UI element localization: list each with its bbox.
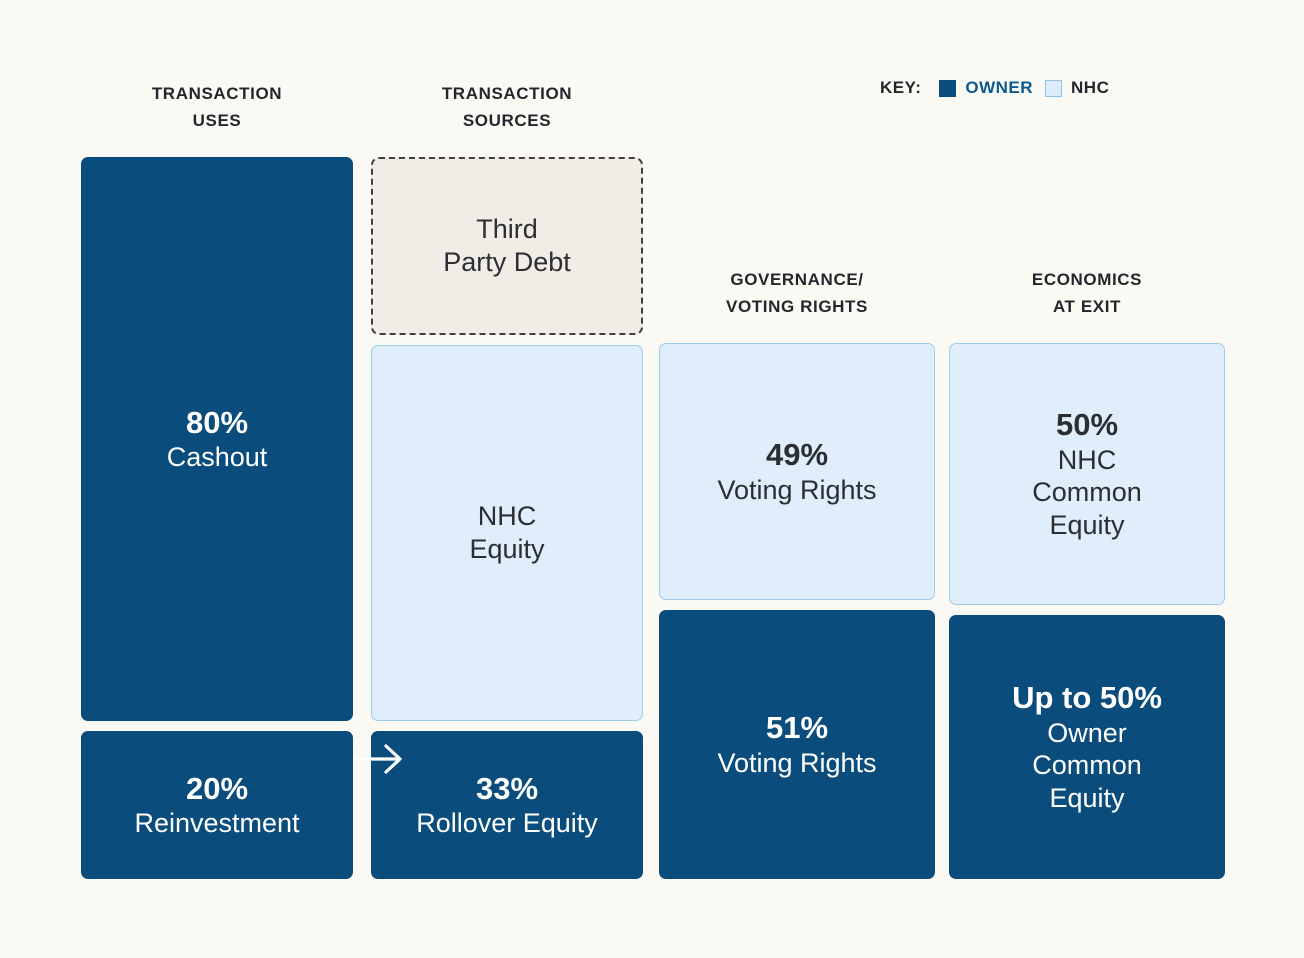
legend-swatch-nhc-icon <box>1045 80 1062 97</box>
column-header-line1: ECONOMICS <box>1031 270 1143 289</box>
column-header-line1: TRANSACTION <box>441 84 573 103</box>
legend-swatch-owner-icon <box>939 80 956 97</box>
block-reinvestment-value: 20% <box>185 770 249 806</box>
block-owner-common-equity <box>949 615 1225 879</box>
column-header-line1: GOVERNANCE/ <box>730 270 864 289</box>
block-reinvestment <box>81 731 353 879</box>
block-reinvestment-label: Reinvestment <box>134 808 300 839</box>
block-nhc-common-equity-line3: Equity <box>1049 510 1125 541</box>
block-nhc-common-equity-value: 50% <box>1055 406 1119 442</box>
legend-key-label: KEY: <box>880 78 922 97</box>
block-voting-rights-owner-label: Voting Rights <box>717 747 877 778</box>
column-header-transaction-uses <box>81 80 353 134</box>
block-nhc-common-equity-line1: NHC <box>1057 444 1117 475</box>
block-nhc-common-equity <box>949 343 1225 605</box>
block-owner-common-equity-line2: Common <box>1032 750 1142 781</box>
legend-label-owner: OWNER <box>965 78 1034 97</box>
legend-label-nhc: NHC <box>1071 78 1110 97</box>
column-header-line2: AT EXIT <box>1052 297 1122 317</box>
block-third-party-debt <box>371 157 643 335</box>
flow-arrow-icon <box>354 735 414 783</box>
block-nhc-equity-line2: Equity <box>469 534 545 564</box>
block-voting-rights-nhc-label: Voting Rights <box>717 474 877 505</box>
block-owner-common-equity-value: Up to 50% <box>1012 679 1162 715</box>
block-nhc-common-equity-line2: Common <box>1032 477 1142 508</box>
block-cashout-value: 80% <box>185 404 249 440</box>
column-header-transaction-sources <box>371 80 643 134</box>
block-cashout-label: Cashout <box>166 442 268 473</box>
block-voting-rights-owner-value: 51% <box>765 710 829 746</box>
legend <box>880 78 1109 98</box>
column-header-governance-voting-rights <box>659 266 935 320</box>
legend-item-nhc <box>1045 78 1109 98</box>
block-rollover-equity-value: 33% <box>475 770 539 806</box>
block-owner-common-equity-line1: Owner <box>1047 717 1127 748</box>
block-nhc-equity-line1: NHC <box>477 501 537 532</box>
column-header-line2: SOURCES <box>462 111 552 131</box>
block-voting-rights-nhc-value: 49% <box>765 437 829 473</box>
column-header-line2: VOTING RIGHTS <box>726 297 868 317</box>
column-header-economics-at-exit <box>949 266 1225 320</box>
block-third-party-debt-line2: Party Debt <box>443 247 571 277</box>
column-header-line1: TRANSACTION <box>151 84 283 103</box>
block-rollover-equity-label: Rollover Equity <box>416 808 598 839</box>
legend-item-owner <box>939 78 1033 98</box>
block-cashout <box>81 157 353 721</box>
block-owner-common-equity-line3: Equity <box>1049 783 1125 814</box>
block-voting-rights-owner <box>659 610 935 879</box>
block-nhc-equity <box>371 345 643 721</box>
block-voting-rights-nhc <box>659 343 935 600</box>
column-header-line2: USES <box>192 111 242 131</box>
block-third-party-debt-line1: Third <box>476 214 538 245</box>
